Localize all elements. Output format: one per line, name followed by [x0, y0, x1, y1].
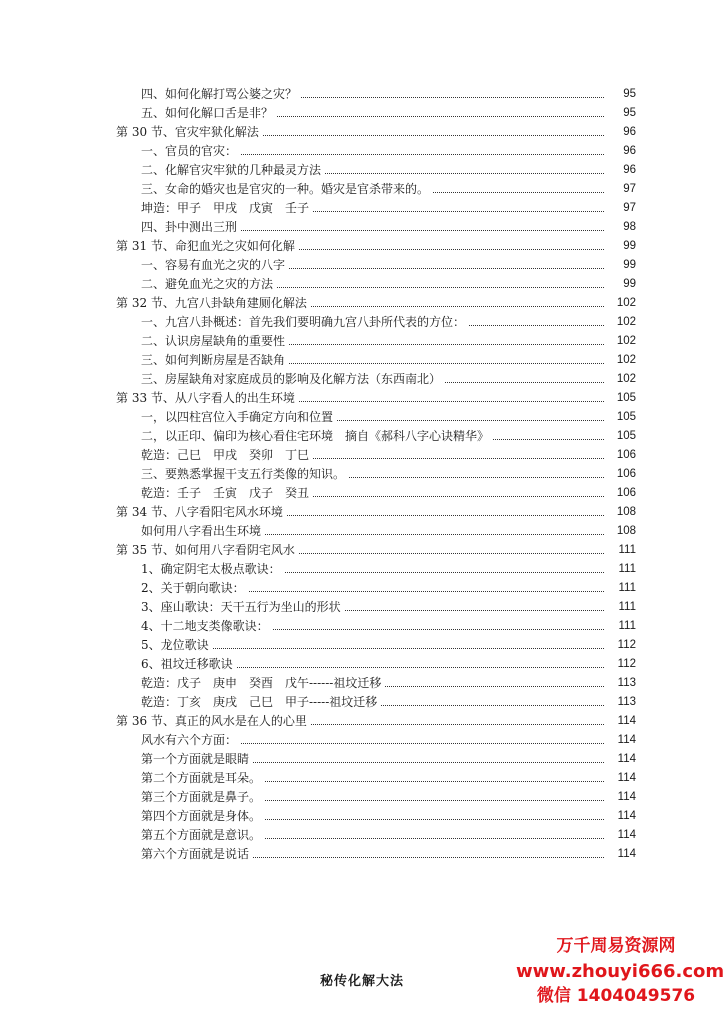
toc-subsection-entry[interactable]: [0, 595, 724, 614]
toc-entry-title: 第 35 节、如何用八字看阴宅风水: [116, 543, 295, 557]
toc-entry-title: 二、认识房屋缺角的重要性: [141, 334, 286, 348]
table-of-contents: [0, 82, 724, 861]
toc-page-number: 105: [616, 430, 636, 442]
toc-page-number: 108: [616, 525, 636, 537]
toc-subsection-entry[interactable]: [0, 348, 724, 367]
toc-page-number: 114: [617, 810, 636, 822]
toc-subsection-entry[interactable]: [0, 690, 724, 709]
toc-page-number: 102: [616, 354, 636, 366]
toc-subsection-entry[interactable]: [0, 633, 724, 652]
toc-dot-leader: [263, 135, 604, 136]
toc-entry-title: 乾造：戊子 庚申 癸酉 戊午------祖坟迁移: [141, 676, 382, 690]
toc-entry-title: 5、龙位歌诀: [141, 638, 209, 652]
toc-page-number: 99: [623, 240, 636, 252]
toc-page-number: 102: [616, 316, 636, 328]
toc-dot-leader: [301, 97, 604, 98]
toc-entry-title: 第 36 节、真正的风水是在人的心里: [116, 714, 307, 728]
toc-subsection-entry[interactable]: [0, 367, 724, 386]
toc-dot-leader: [265, 800, 604, 801]
toc-dot-leader: [349, 477, 604, 478]
toc-page-number: 114: [617, 715, 636, 727]
toc-entry-title: 第二个方面就是耳朵。: [141, 771, 262, 785]
toc-dot-leader: [299, 401, 604, 402]
toc-page-number: 108: [616, 506, 636, 518]
toc-subsection-entry[interactable]: [0, 329, 724, 348]
toc-page-number: 113: [617, 696, 636, 708]
toc-dot-leader: [265, 819, 604, 820]
toc-section-entry[interactable]: [0, 234, 724, 253]
toc-dot-leader: [433, 192, 604, 193]
toc-dot-leader: [289, 344, 604, 345]
toc-subsection-entry[interactable]: [0, 272, 724, 291]
toc-page-number: 106: [616, 449, 636, 461]
toc-page-number: 99: [623, 259, 636, 271]
toc-subsection-entry[interactable]: [0, 177, 724, 196]
toc-page-number: 111: [618, 601, 636, 613]
toc-page-number: 97: [623, 183, 636, 195]
toc-page-number: 96: [623, 164, 636, 176]
toc-subsection-entry[interactable]: [0, 842, 724, 861]
toc-entry-title: 6、祖坟迁移歌诀: [141, 657, 233, 671]
toc-subsection-entry[interactable]: [0, 462, 724, 481]
toc-page-number: 105: [616, 392, 636, 404]
toc-page-number: 111: [618, 582, 636, 594]
toc-dot-leader: [445, 382, 604, 383]
toc-dot-leader: [313, 458, 604, 459]
toc-dot-leader: [289, 363, 604, 364]
toc-page-number: 102: [616, 373, 636, 385]
toc-dot-leader: [311, 306, 604, 307]
toc-dot-leader: [313, 496, 604, 497]
toc-entry-title: 一、九宫八卦概述：首先我们要明确九宫八卦所代表的方位：: [141, 315, 466, 329]
toc-entry-title: 三、如何判断房屋是否缺角: [141, 353, 286, 367]
toc-page-number: 102: [616, 297, 636, 309]
toc-page-number: 111: [618, 563, 636, 575]
toc-entry-title: 一、容易有血光之灾的八字: [141, 258, 286, 272]
toc-entry-title: 乾造：己巳 甲戌 癸卯 丁巳: [141, 448, 310, 462]
toc-subsection-entry[interactable]: [0, 576, 724, 595]
toc-section-entry[interactable]: [0, 386, 724, 405]
toc-subsection-entry[interactable]: [0, 215, 724, 234]
toc-entry-title: 第 32 节、九宫八卦缺角建厕化解法: [116, 296, 307, 310]
toc-entry-title: 2、关于朝向歌诀：: [141, 581, 245, 595]
toc-entry-title: 乾造：丁亥 庚戌 己巳 甲子-----祖坟迁移: [141, 695, 378, 709]
toc-dot-leader: [311, 724, 604, 725]
toc-page-number: 114: [617, 829, 636, 841]
toc-entry-title: 坤造：甲子 甲戌 戊寅 壬子: [141, 201, 310, 215]
toc-subsection-entry[interactable]: [0, 614, 724, 633]
toc-dot-leader: [469, 325, 604, 326]
toc-subsection-entry[interactable]: [0, 728, 724, 747]
toc-dot-leader: [287, 515, 604, 516]
toc-subsection-entry[interactable]: [0, 481, 724, 500]
toc-entry-title: 1、确定阴宅太极点歌诀：: [141, 562, 281, 576]
toc-entry-title: 4、十二地支类像歌诀：: [141, 619, 269, 633]
toc-entry-title: 一、官员的官灾：: [141, 144, 238, 158]
toc-dot-leader: [265, 534, 604, 535]
toc-page-number: 96: [623, 126, 636, 138]
toc-entry-title: 乾造：壬子 壬寅 戊子 癸丑: [141, 486, 310, 500]
toc-subsection-entry[interactable]: [0, 804, 724, 823]
toc-dot-leader: [241, 743, 604, 744]
toc-entry-title: 第 30 节、官灾牢狱化解法: [116, 125, 259, 139]
toc-entry-title: 第一个方面就是眼睛: [141, 752, 250, 766]
toc-section-entry[interactable]: [0, 120, 724, 139]
watermark: [516, 934, 724, 1009]
toc-entry-title: 五、如何化解口舌是非？: [141, 106, 274, 120]
toc-subsection-entry[interactable]: [0, 747, 724, 766]
toc-subsection-entry[interactable]: [0, 139, 724, 158]
toc-page-number: 99: [623, 278, 636, 290]
toc-dot-leader: [313, 211, 604, 212]
toc-dot-leader: [345, 610, 604, 611]
toc-dot-leader: [237, 667, 604, 668]
toc-page-number: 97: [623, 202, 636, 214]
toc-subsection-entry[interactable]: [0, 443, 724, 462]
toc-dot-leader: [253, 857, 604, 858]
toc-dot-leader: [277, 116, 604, 117]
toc-page-number: 114: [617, 753, 636, 765]
toc-dot-leader: [325, 173, 604, 174]
toc-entry-title: 风水有六个方面：: [141, 733, 238, 747]
toc-page-number: 106: [616, 487, 636, 499]
toc-dot-leader: [299, 249, 604, 250]
toc-section-entry[interactable]: [0, 709, 724, 728]
toc-dot-leader: [381, 705, 604, 706]
toc-dot-leader: [493, 439, 604, 440]
toc-entry-title: 第六个方面就是说话: [141, 847, 250, 861]
toc-dot-leader: [337, 420, 604, 421]
toc-dot-leader: [285, 572, 604, 573]
toc-subsection-entry[interactable]: [0, 671, 724, 690]
toc-page-number: 112: [617, 658, 636, 670]
toc-section-entry[interactable]: [0, 500, 724, 519]
toc-page-number: 95: [623, 107, 636, 119]
toc-subsection-entry[interactable]: [0, 82, 724, 101]
toc-section-entry[interactable]: [0, 538, 724, 557]
toc-entry-title: 3、座山歌诀：天干五行为坐山的形状: [141, 600, 341, 614]
toc-entry-title: 第四个方面就是身体。: [141, 809, 262, 823]
watermark-url: www.zhouyi666.com: [516, 961, 724, 982]
book-title-footer: 秘传化解大法: [319, 974, 404, 989]
toc-entry-title: 二、化解官灾牢狱的几种最灵方法: [141, 163, 322, 177]
toc-dot-leader: [241, 230, 604, 231]
toc-entry-title: 第 34 节、八字看阳宅风水环境: [116, 505, 283, 519]
toc-page-number: 102: [616, 335, 636, 347]
toc-subsection-entry[interactable]: [0, 101, 724, 120]
toc-subsection-entry[interactable]: [0, 823, 724, 842]
toc-page-number: 111: [618, 620, 636, 632]
toc-subsection-entry[interactable]: [0, 652, 724, 671]
toc-subsection-entry[interactable]: [0, 557, 724, 576]
toc-entry-title: 三、要熟悉掌握干支五行类像的知识。: [141, 467, 346, 481]
toc-page-number: 114: [617, 772, 636, 784]
toc-entry-title: 一，以四柱宫位入手确定方向和位置: [141, 410, 334, 424]
watermark-wechat: 微信 1404049576: [536, 986, 696, 1006]
toc-dot-leader: [265, 781, 604, 782]
toc-dot-leader: [273, 629, 604, 630]
toc-subsection-entry[interactable]: [0, 196, 724, 215]
toc-entry-title: 第 31 节、命犯血光之灾如何化解: [116, 239, 295, 253]
toc-entry-title: 二，以正印、偏印为核心看住宅环境 摘自《郝科八字心诀精华》: [141, 429, 490, 443]
toc-page-number: 114: [617, 791, 636, 803]
toc-page-number: 105: [616, 411, 636, 423]
toc-page-number: 112: [617, 639, 636, 651]
toc-entry-title: 如何用八字看出生环境: [141, 524, 262, 538]
toc-dot-leader: [249, 591, 604, 592]
toc-subsection-entry[interactable]: [0, 253, 724, 272]
toc-dot-leader: [213, 648, 604, 649]
toc-subsection-entry[interactable]: [0, 310, 724, 329]
toc-subsection-entry[interactable]: [0, 158, 724, 177]
toc-page-number: 111: [618, 544, 636, 556]
watermark-site-name: 万千周易资源网: [556, 936, 676, 956]
toc-section-entry[interactable]: [0, 291, 724, 310]
toc-dot-leader: [265, 838, 604, 839]
toc-dot-leader: [385, 686, 604, 687]
toc-dot-leader: [289, 268, 604, 269]
toc-entry-title: 三、房屋缺角对家庭成员的影响及化解方法（东西南北）: [141, 372, 442, 386]
toc-subsection-entry[interactable]: [0, 785, 724, 804]
toc-page-number: 96: [623, 145, 636, 157]
toc-entry-title: 四、卦中测出三刑: [141, 220, 238, 234]
toc-subsection-entry[interactable]: [0, 766, 724, 785]
toc-page-number: 95: [623, 88, 636, 100]
toc-dot-leader: [241, 154, 604, 155]
toc-page-number: 98: [623, 221, 636, 233]
toc-entry-title: 二、避免血光之灾的方法: [141, 277, 274, 291]
toc-subsection-entry[interactable]: [0, 405, 724, 424]
toc-entry-title: 第 33 节、从八字看人的出生环境: [116, 391, 295, 405]
toc-subsection-entry[interactable]: [0, 424, 724, 443]
toc-page-number: 114: [617, 848, 636, 860]
toc-page-number: 113: [617, 677, 636, 689]
toc-page-number: 114: [617, 734, 636, 746]
toc-entry-title: 三、女命的婚灾也是官灾的一种。婚灾是官杀带来的。: [141, 182, 430, 196]
toc-page-number: 106: [616, 468, 636, 480]
toc-dot-leader: [299, 553, 604, 554]
toc-subsection-entry[interactable]: [0, 519, 724, 538]
toc-dot-leader: [253, 762, 604, 763]
toc-entry-title: 四、如何化解打骂公婆之灾？: [141, 87, 298, 101]
toc-entry-title: 第三个方面就是鼻子。: [141, 790, 262, 804]
toc-entry-title: 第五个方面就是意识。: [141, 828, 262, 842]
toc-dot-leader: [277, 287, 604, 288]
